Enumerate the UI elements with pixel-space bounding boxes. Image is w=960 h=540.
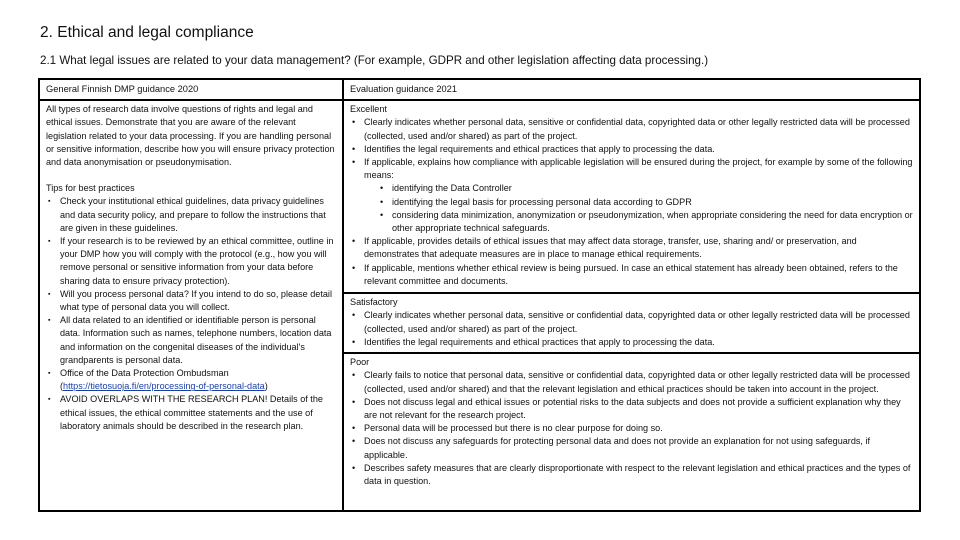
satisfactory-cell bbox=[343, 293, 920, 353]
list-item: • Identifies the legal requirements and ethical practices that apply to processing the data. bbox=[364, 143, 913, 156]
poor-label: Poor bbox=[350, 357, 370, 368]
tips-list bbox=[46, 195, 336, 433]
ombudsman-link[interactable]: https://tietosuoja.fi/en/processing-of-personal-data bbox=[63, 381, 265, 392]
list-item: ▪ If your research is to be reviewed by an ethical committee, outline in your DMP how you will comply with the protocol (e.g., how you will remove personal or sensitive information from your data before sharing data to ensure privacy protection). bbox=[60, 235, 336, 288]
header-evaluation-guidance: Evaluation guidance 2021 bbox=[343, 79, 920, 100]
list-item: • Identifies the legal requirements and ethical practices that apply to processing the data. bbox=[364, 336, 913, 349]
header-general-guidance: General Finnish DMP guidance 2020 bbox=[39, 79, 343, 100]
satisfactory-label: Satisfactory bbox=[350, 297, 398, 308]
list-item: ▪ All data related to an identified or identifiable person is personal data. Information such as names, telephone numbers, location data and information on the congenital diseases of the individual's grandparents is personal data. bbox=[60, 314, 336, 367]
sub-list-item: • identifying the Data Controller bbox=[392, 182, 913, 195]
poor-cell bbox=[343, 353, 920, 511]
list-item: • Describes safety measures that are clearly disproportionate with respect to the relevant legislation and ethical practices and the types of data in question. bbox=[364, 462, 913, 488]
list-item: • Clearly indicates whether personal data, sensitive or confidential data, copyrighted data or other legally restricted data will be processed (collected, used and/or shared) as part of the project. bbox=[364, 116, 913, 142]
excellent-list bbox=[350, 116, 913, 288]
list-item: • Clearly fails to notice that personal data, sensitive or confidential data, copyrighted data or other legally restricted data will be processed (collected, used and/or shared) and that the relevant legislation and ethical practices should be taken into account in the project. bbox=[364, 369, 913, 395]
sub-list-item: • identifying the legal basis for processing personal data according to GDPR bbox=[392, 196, 913, 209]
guidance-intro: All types of research data involve questions of rights and legal and ethical issues. Demonstrate that you are aware of the relevant legislation related to your data processing. If you are handling personal or sensitive information, describe how you will ensure privacy protection and data anonymisation or pseudonymisation. bbox=[46, 104, 335, 168]
excellent-sub-list bbox=[364, 182, 913, 235]
guidance-table bbox=[38, 78, 921, 512]
list-item: ▪ Office of the Data Protection Ombudsman (https://tietosuoja.fi/en/processing-of-personal-data) bbox=[60, 367, 336, 393]
list-item: ▪ Will you process personal data? If you intend to do so, please detail what type of personal data you will collect. bbox=[60, 288, 336, 314]
list-item: • If applicable, mentions whether ethical review is being pursued. In case an ethical statement has already been obtained, refers to the relevant committee and documents. bbox=[364, 262, 913, 288]
page-title: 2. Ethical and legal compliance bbox=[40, 24, 254, 41]
table-header-row bbox=[39, 79, 920, 100]
list-item: ▪ AVOID OVERLAPS WITH THE RESEARCH PLAN! Details of the ethical issues, the ethical committee statements and the use of laboratory animals should be described in the research plan. bbox=[60, 393, 336, 433]
excellent-label: Excellent bbox=[350, 104, 387, 115]
list-item: ▪ Check your institutional ethical guidelines, data privacy guidelines and data security policy, and prepare to follow the instructions that are given in these guidelines. bbox=[60, 195, 336, 235]
list-item: • Clearly indicates whether personal data, sensitive or confidential data, copyrighted data or other legally restricted data will be processed (collected, used and/or shared) as part of the project. bbox=[364, 309, 913, 335]
poor-list bbox=[350, 369, 913, 488]
list-item: • Does not discuss any safeguards for protecting personal data and does not provide an explanation for not using safeguards, if applicable. bbox=[364, 435, 913, 461]
sub-list-item: • considering data minimization, anonymization or pseudonymization, when appropriate considering the need for data encryption or other appropriate technical safeguards. bbox=[392, 209, 913, 235]
satisfactory-list bbox=[350, 309, 913, 349]
excellent-cell bbox=[343, 100, 920, 293]
ombudsman-label: Office of the Data Protection Ombudsman bbox=[60, 368, 229, 379]
list-item: • If applicable, provides details of ethical issues that may affect data storage, transfer, use, sharing and/ or preservation, and demonstrates that adequate measures are in place to manage ethical requirements. bbox=[364, 235, 913, 261]
tips-title: Tips for best practices bbox=[46, 183, 135, 194]
general-guidance-cell bbox=[39, 100, 343, 511]
list-item: • Personal data will be processed but there is no clear purpose for doing so. bbox=[364, 422, 913, 435]
table-row bbox=[39, 100, 920, 293]
list-item: • Does not discuss legal and ethical issues or potential risks to the data subjects and does not provide a sufficient explanation why they are not relevant for the research project. bbox=[364, 396, 913, 422]
question-subtitle: 2.1 What legal issues are related to your data management? (For example, GDPR and other legislation affecting data processing.) bbox=[40, 54, 709, 67]
list-item-text: If applicable, explains how compliance with applicable legislation will be ensured during the project, for example by some of the following means: bbox=[364, 157, 913, 181]
list-item bbox=[364, 156, 913, 235]
